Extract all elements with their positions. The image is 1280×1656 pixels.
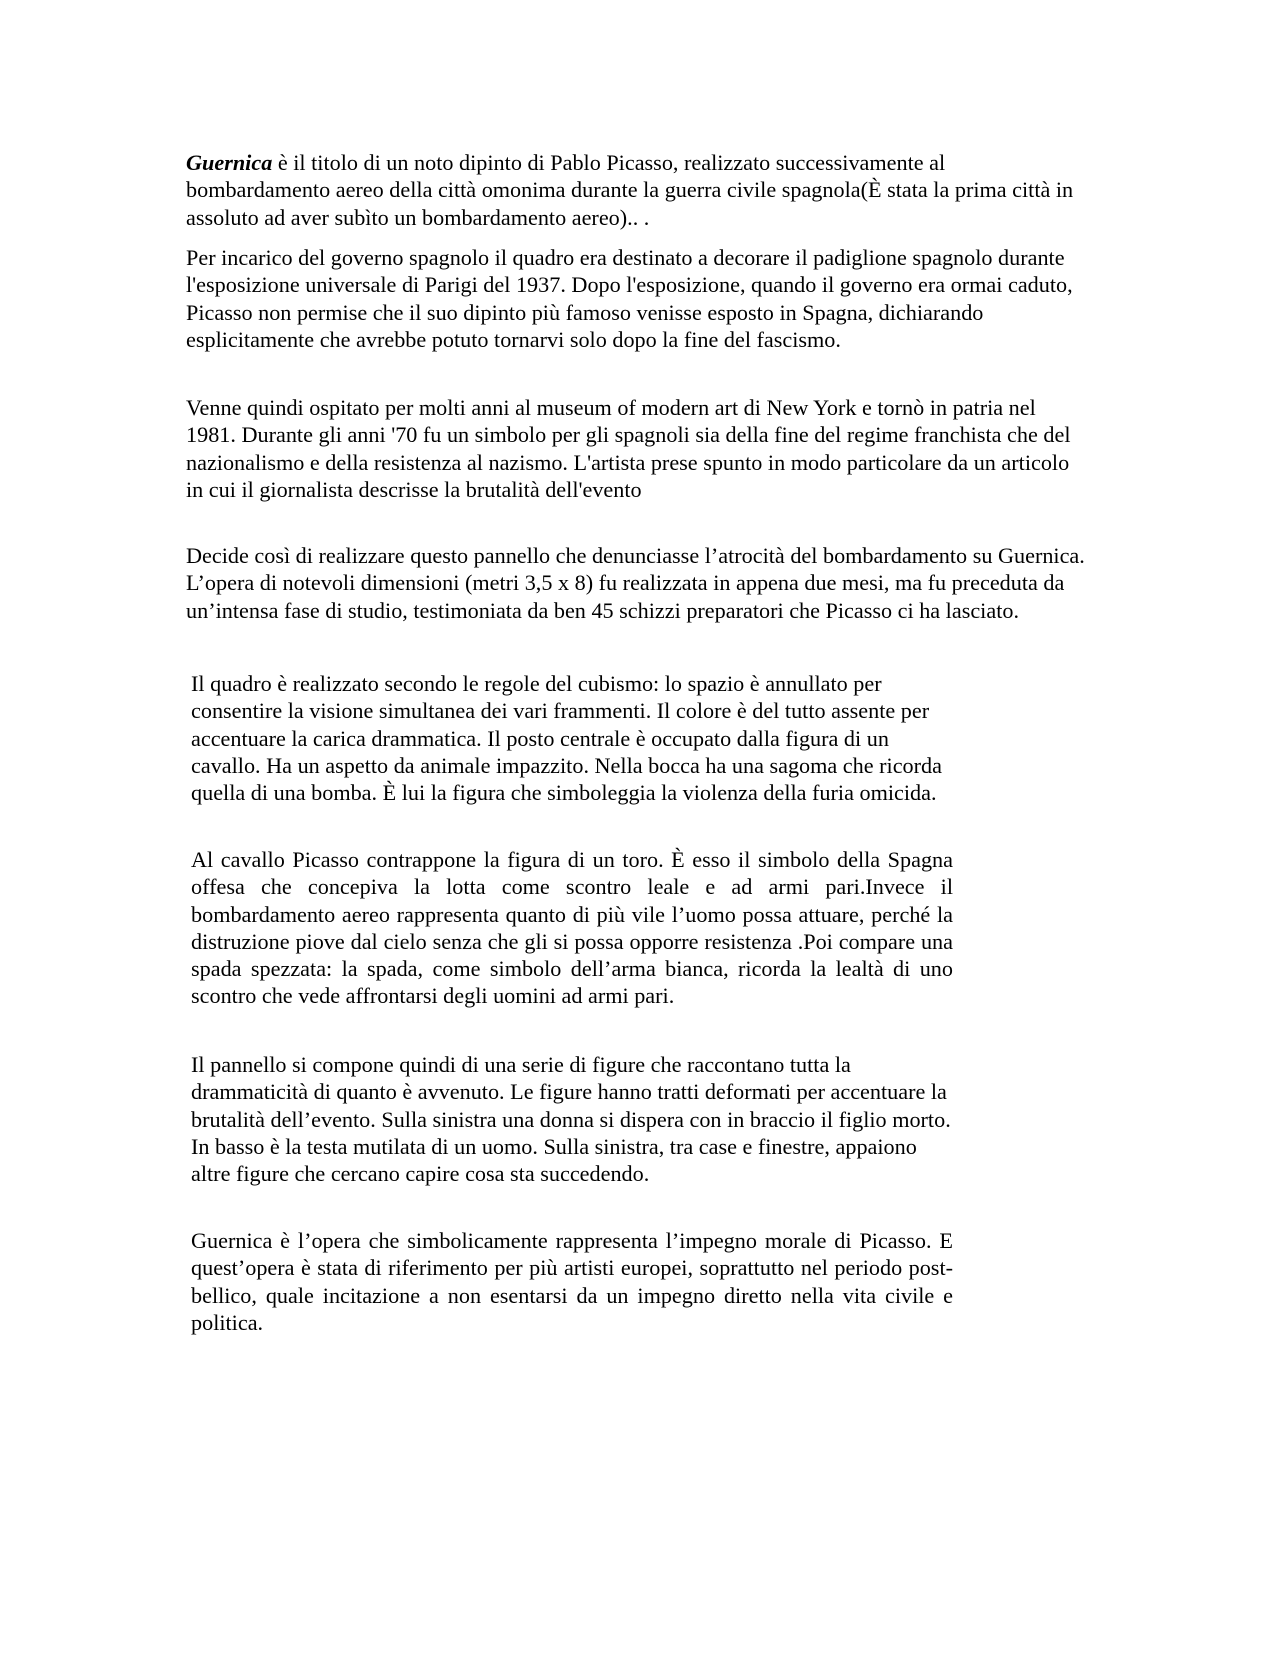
- paragraph-intro: [186, 149, 1086, 231]
- paragraph-conclusion: Guernica è l’opera che simbolicamente rappresenta l’impegno morale di Picasso. E quest’opera è stata di riferimento per più artisti europei, soprattutto nel periodo post-bellico, quale incitazione a non esentarsi da un impegno diretto nella vita civile e politica.: [191, 1228, 953, 1335]
- paragraph-cubism: Il quadro è realizzato secondo le regole del cubismo: lo spazio è annullato per consentire la visione simultanea dei vari frammenti. Il colore è del tutto assente per accentuare la carica drammatica. Il posto centrale è occupato dalla figura di un cavallo. Ha un aspetto da animale impazzito. Nella bocca ha una sagoma che ricorda quella di una bomba. È lui la figura che simboleggia la violenza della furia omicida.: [191, 671, 942, 806]
- paragraph-intro-text: è il titolo di un noto dipinto di Pablo Picasso, realizzato successivamente al bombardamento aereo della città omonima durante la guerra civile spagnola(È stata la prima città in assoluto ad aver subìto un bombardamento aereo).. .: [186, 150, 1074, 230]
- paragraph-museum: Venne quindi ospitato per molti anni al museum of modern art di New York e tornò in patria nel 1981. Durante gli anni '70 fu un simbolo per gli spagnoli sia della fine del regime franchista che del nazionalismo e della resistenza al nazismo. L'artista prese spunto in modo particolare da un articolo in cui il giornalista descrisse la brutalità dell'evento: [186, 395, 1071, 502]
- paragraph-commission: Per incarico del governo spagnolo il quadro era destinato a decorare il padiglione spagnolo durante l'esposizione universale di Parigi del 1937. Dopo l'esposizione, quando il governo era ormai caduto, Picasso non permise che il suo dipinto più famoso venisse esposto in Spagna, dichiarando esplicitamente che avrebbe potuto tornarvi solo dopo la fine del fascismo.: [186, 245, 1073, 352]
- paragraph-creation: Decide così di realizzare questo pannello che denunciasse l’atrocità del bombardamento su Guernica. L’opera di notevoli dimensioni (metri 3,5 x 8) fu realizzata in appena due mesi, ma fu preceduta da un’intensa fase di studio, testimoniata da ben 45 schizzi preparatori che Picasso ci ha lasciato.: [186, 543, 1085, 623]
- paragraph-bull: Al cavallo Picasso contrappone la figura di un toro. È esso il simbolo della Spagna offesa che concepiva la lotta come scontro leale e ad armi pari.Invece il bombardamento aereo rappresenta quanto di più vile l’uomo possa attuare, perché la distruzione piove dal cielo senza che gli si possa opporre resistenza .Poi compare una spada spezzata: la spada, come simbolo dell’arma bianca, ricorda la lealtà di uno scontro che vede affrontarsi degli uomini ad armi pari.: [191, 847, 953, 1009]
- paragraph-figures: Il pannello si compone quindi di una serie di figure che raccontano tutta la drammaticità di quanto è avvenuto. Le figure hanno tratti deformati per accentuare la brutalità dell’evento. Sulla sinistra una donna si dispera con in braccio il figlio morto. In basso è la testa mutilata di un uomo. Sulla sinistra, tra case e finestre, appaiono altre figure che cercano capire cosa sta succedendo.: [191, 1052, 951, 1187]
- artwork-title: Guernica: [186, 150, 273, 175]
